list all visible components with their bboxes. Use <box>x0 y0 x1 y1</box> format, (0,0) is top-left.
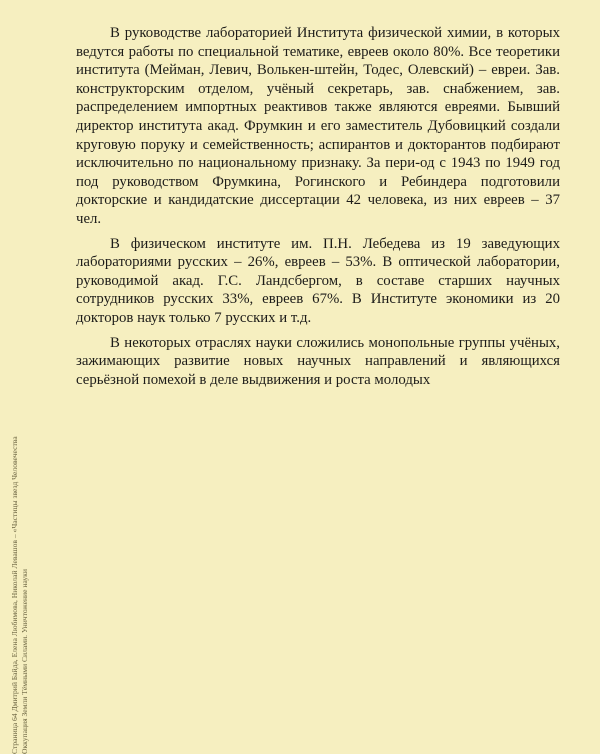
paragraph-2: В физическом институте им. П.Н. Лебедева из 19 заведующих лабораториями русских – 26%, евреев – 53%. В оптической лаборатории, руководимой акад. Г.С. Ландсбергом, в составе старших научных сотрудников русских 33%, евреев 67%. В Институте экономики из 20 докторов наук только 7 русских и т.д. <box>76 235 560 326</box>
body-text <box>76 24 560 395</box>
caption-line-2: Оккупация Земли Тёмными Силами. Уничтожение науки <box>20 569 29 754</box>
vertical-caption-text <box>10 384 30 754</box>
paragraph-3: В некоторых отраслях науки сложились монопольные группы учёных, зажимающих развитие новых научных направлений и являющихся серьёзной помехой в деле выдвижения и роста молодых <box>76 334 560 388</box>
vertical-running-header <box>10 34 48 754</box>
caption-line-1: Страница 64 Дмитрий Байда, Елена Любимова, Николай Левашов – «Частицы звезд Человечества <box>10 436 19 754</box>
paragraph-1: В руководстве лабораторией Института физической химии, в которых ведутся работы по специальной тематике, евреев около 80%. Все теоретики института (Мейман, Левич, Волькен-штейн, Тодес, Олевский) – евреи. Зав. конструкторским отделом, учёный секретарь, зав. снабжением, зав. распределением импортных реактивов также являются евреями. Бывший директор института акад. Фрумкин и его заместитель Дубовицкий создали круговую поруку и семейственность; аспирантов и докторантов подбирают исключительно по национальному признаку. За пери-од с 1943 по 1949 год под руководством Фрумкина, Рогинского и Ребиндера подготовили докторские и кандидатские диссертации 42 человека, из них евреев – 37 чел. <box>76 25 560 227</box>
